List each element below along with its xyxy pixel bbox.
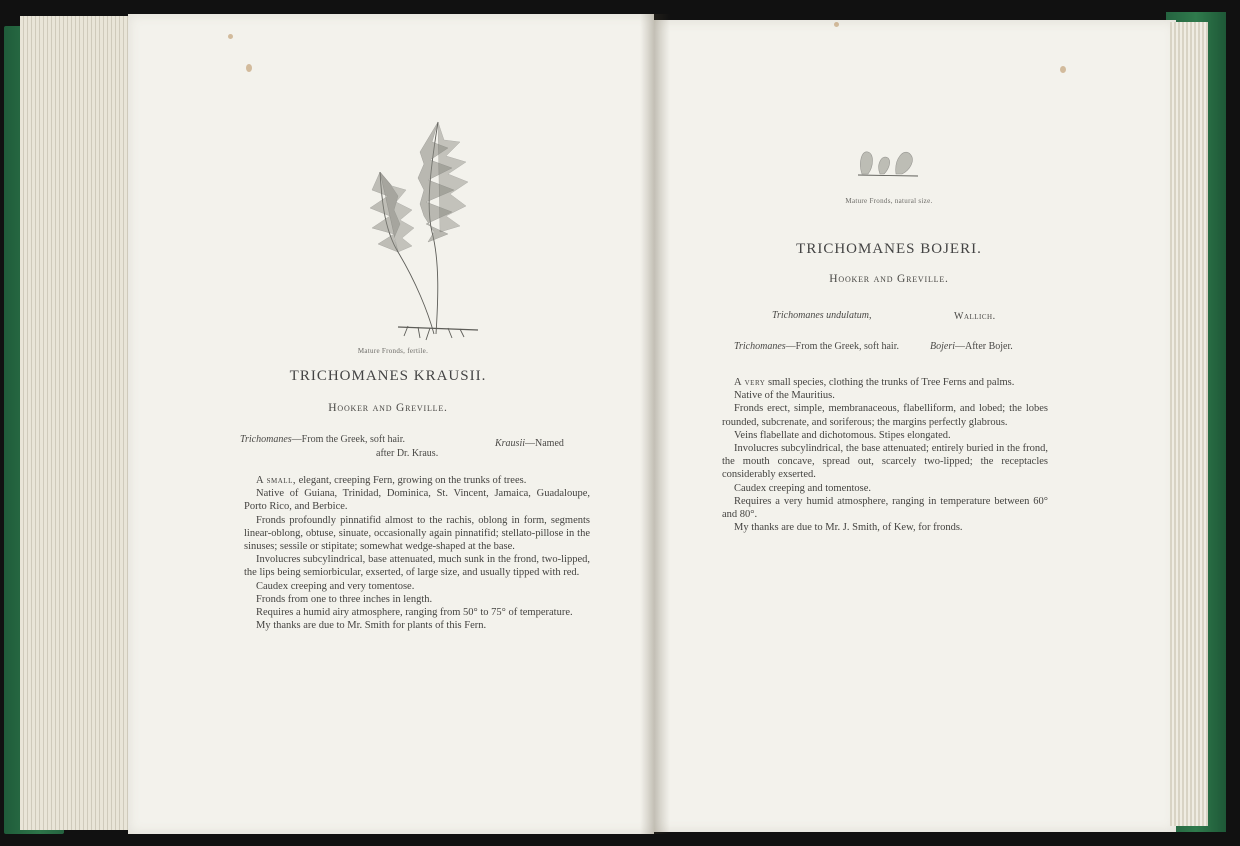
right-page-body — [722, 376, 1048, 534]
paragraph: Requires a humid airy atmosphere, ranging from 50° to 75° of temperature. — [256, 607, 573, 619]
right-synonym-name: Trichomanes undulatum, — [772, 310, 872, 321]
page-edges-right — [1170, 22, 1208, 826]
left-etymology-species-line2: after Dr. Kraus. — [376, 448, 439, 459]
paragraph: Involucres subcylindrical, the base attenuated; entirely buried in the frond, the mouth concave, spread out, scarcely two-lipped; the receptacles considerably exserted. — [722, 443, 1048, 481]
paragraph: Native of the Mauritius. — [734, 390, 835, 402]
book-gutter — [640, 14, 670, 834]
paragraph: Native of Guiana, Trinidad, Dominica, St. Vincent, Jamaica, Guadaloupe, Porto Rico, and Berbice. — [244, 488, 590, 513]
left-etymology-species: Krausii—Named — [495, 438, 564, 449]
left-page-title: TRICHOMANES KRAUSII. — [289, 368, 487, 384]
right-etymology-genus: Trichomanes—From the Greek, soft hair. — [734, 341, 899, 352]
paragraph: Caudex creeping and tomentose. — [734, 482, 872, 494]
right-synonym-author: Wallich. — [954, 311, 996, 322]
left-page — [128, 14, 654, 834]
right-page — [654, 20, 1176, 832]
paragraph: Fronds profoundly pinnatifid almost to the rachis, oblong in form, segments linear-oblong, obtuse, sinuate, occasionally again pinnatifid; stellato-pillose in the sinuses; sessile or stipitate; somewhat wedge-shaped at the base. — [244, 514, 590, 553]
page-edges-left — [20, 16, 140, 830]
right-etymology-species: Bojeri—After Bojer. — [930, 341, 1013, 352]
paragraph: Fronds from one to three inches in length. — [256, 593, 433, 605]
right-page-title: TRICHOMANES BOJERI. — [796, 241, 982, 257]
left-etymology-genus: Trichomanes—From the Greek, soft hair. — [240, 434, 405, 445]
paragraph: My thanks are due to Mr. J. Smith, of Kew, for fronds. — [734, 522, 963, 534]
right-page-authors: Hooker and Greville. — [829, 273, 949, 285]
fern-frond-illustration-icon — [368, 112, 488, 342]
small-fan-fronds-illustration-icon — [856, 144, 920, 180]
paragraph: Involucres subcylindrical, base attenuated, much sunk in the frond, two-lipped, the lips being semiorbicular, exserted, of large size, and usually tipped with red. — [244, 554, 590, 579]
paragraph: My thanks are due to Mr. Smith for plants of this Fern. — [256, 620, 487, 632]
paragraph: Veins flabellate and dichotomous. Stipes elongated. — [734, 429, 951, 441]
right-figure-caption: Mature Fronds, natural size. — [845, 197, 933, 205]
paragraph: A small, elegant, creeping Fern, growing on the trunks of trees. — [256, 475, 527, 486]
paragraph: Fronds erect, simple, membranaceous, flabelliform, and lobed; the lobes rounded, subcrenate, and soriferous; the margins perfectly glabrous. — [722, 403, 1048, 428]
left-figure-caption: Mature Fronds, fertile. — [357, 347, 429, 355]
left-page-body — [244, 474, 590, 632]
paragraph: Requires a very humid atmosphere, ranging in temperature between 60° and 80°. — [722, 495, 1048, 521]
paragraph: Caudex creeping and very tomentose. — [256, 580, 415, 592]
paragraph: A very small species, clothing the trunks of Tree Ferns and palms. — [734, 377, 1015, 388]
left-page-authors: Hooker and Greville. — [328, 402, 448, 414]
